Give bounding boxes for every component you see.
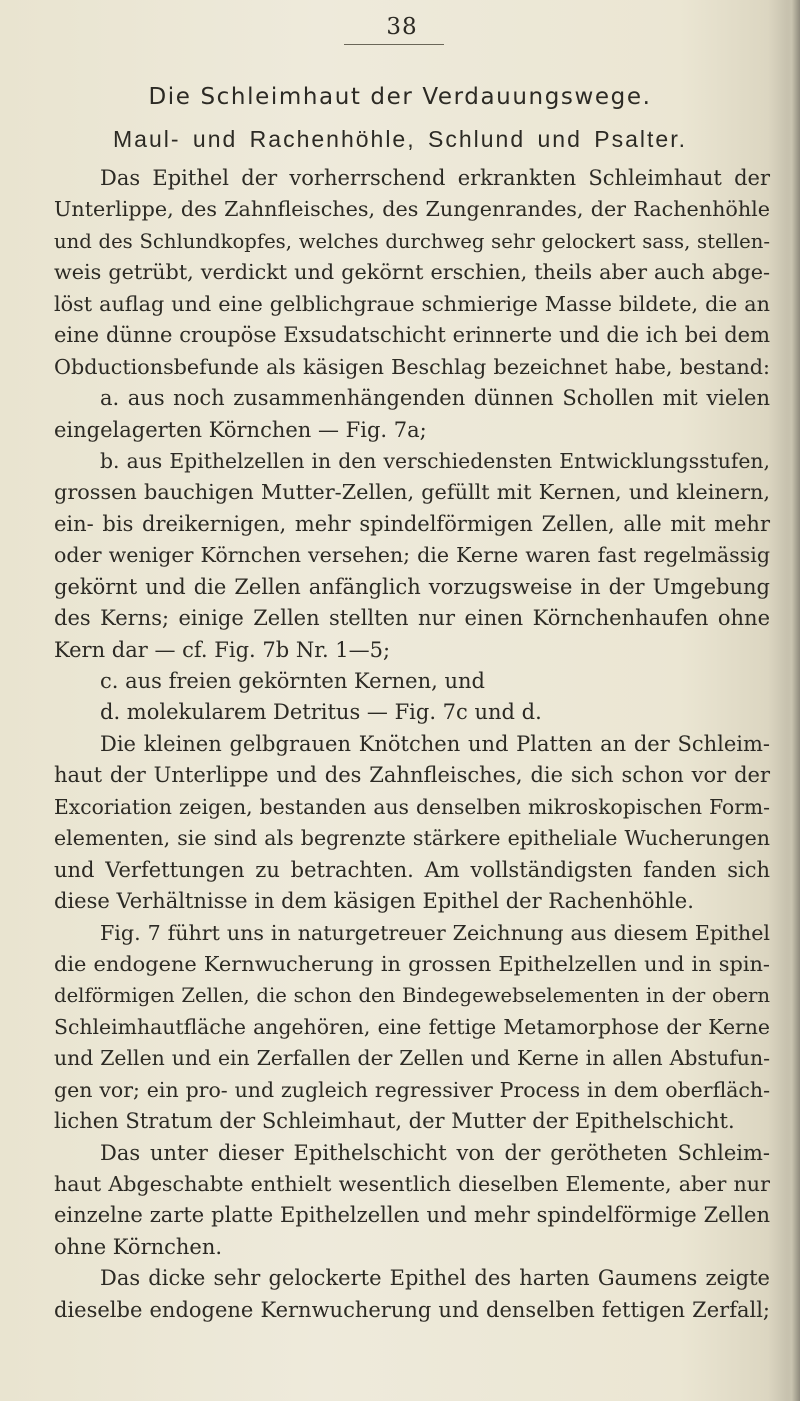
page-number-rule bbox=[344, 44, 444, 45]
section-title: Die Schleimhaut der Verdauungswege. bbox=[148, 84, 652, 110]
text-line: Obductionsbefunde als käsigen Beschlag bezeichnet habe, bestand: bbox=[54, 354, 770, 379]
text-line: lichen Stratum der Schleimhaut, der Mutter der Epithelschicht. bbox=[54, 1109, 735, 1134]
text-line: dieselbe endogene Kernwucherung und denselben fettigen Zerfall; bbox=[54, 1297, 770, 1322]
text-line: eine dünne croupöse Exsudatschicht erinnerte und die ich bei dem bbox=[54, 323, 770, 348]
text-line: b. aus Epithelzellen in den verschiedensten Entwicklungsstufen, bbox=[100, 448, 770, 473]
text-line: des Kerns; einige Zellen stellten nur einen Körnchenhaufen ohne bbox=[54, 606, 770, 631]
page-edge-shadow bbox=[786, 0, 800, 1401]
text-line: gen vor; ein pro- und zugleich regressiver Process in dem oberfläch- bbox=[54, 1077, 770, 1102]
body-text bbox=[54, 163, 770, 1326]
text-line: Excoriation zeigen, bestanden aus denselben mikroskopischen Form- bbox=[54, 794, 770, 819]
text-line: delförmigen Zellen, die schon den Bindegewebselementen in der obern bbox=[54, 984, 770, 1008]
text-line: c. aus freien gekörnten Kernen, und bbox=[100, 669, 485, 693]
text-line: die endogene Kernwucherung in grossen Epithelzellen und in spin- bbox=[54, 951, 770, 976]
text-line: eingelagerten Körnchen — Fig. 7a; bbox=[54, 417, 427, 442]
text-line: Schleimhautfläche angehören, eine fettige Metamorphose der Kerne bbox=[54, 1014, 770, 1039]
text-line: und des Schlundkopfes, welches durchweg sehr gelockert sass, stellen- bbox=[54, 229, 770, 253]
text-line: oder weniger Körnchen versehen; die Kerne waren fast regelmässig bbox=[54, 543, 770, 568]
text-line: Das Epithel der vorherrschend erkrankten Schleimhaut der bbox=[100, 166, 770, 190]
text-line: ohne Körnchen. bbox=[54, 1234, 223, 1259]
section-subtitle: Maul- und Rachenhöhle, Schlund und Psalter. bbox=[113, 126, 687, 152]
text-line: und Verfettungen zu betrachten. Am vollständigsten fanden sich bbox=[54, 857, 770, 882]
text-line: haut Abgeschabte enthielt wesentlich dieselben Elemente, aber nur bbox=[54, 1172, 770, 1196]
text-line: und Zellen und ein Zerfallen der Zellen und Kerne in allen Abstufun- bbox=[54, 1046, 770, 1071]
text-line: Das unter dieser Epithelschicht von der gerötheten Schleim- bbox=[100, 1140, 770, 1165]
text-line: Das dicke sehr gelockerte Epithel des harten Gaumens zeigte bbox=[100, 1266, 770, 1291]
text-line: haut der Unterlippe und des Zahnfleisches, die sich schon vor der bbox=[54, 763, 770, 788]
text-line: diese Verhältnisse in dem käsigen Epithel der Rachenhöhle. bbox=[54, 889, 694, 914]
text-line: Fig. 7 führt uns in naturgetreuer Zeichnung aus diesem Epithel bbox=[100, 920, 770, 945]
text-line: elementen, sie sind als begrenzte stärkere epitheliale Wucherungen bbox=[54, 826, 770, 851]
text-line: Unterlippe, des Zahnfleisches, des Zungenrandes, der Rachenhöhle bbox=[54, 197, 770, 222]
page-number: 38 bbox=[386, 14, 418, 40]
text-line: Die kleinen gelbgrauen Knötchen und Platten an der Schleim- bbox=[100, 731, 770, 756]
text-line: gekörnt und die Zellen anfänglich vorzugsweise in der Umgebung bbox=[54, 574, 770, 599]
text-line: a. aus noch zusammenhängenden dünnen Schollen mit vielen bbox=[100, 386, 770, 411]
text-line: einzelne zarte platte Epithelzellen und mehr spindelförmige Zellen bbox=[54, 1203, 770, 1228]
text-line: d. molekularem Detritus — Fig. 7c und d. bbox=[100, 700, 542, 725]
text-line: weis getrübt, verdickt und gekörnt erschien, theils aber auch abge- bbox=[54, 260, 770, 285]
text-line: löst auflag und eine gelblichgraue schmierige Masse bildete, die an bbox=[54, 291, 770, 316]
text-line: ein- bis dreikernigen, mehr spindelförmigen Zellen, alle mit mehr bbox=[54, 511, 770, 536]
text-line: Kern dar — cf. Fig. 7b Nr. 1—5; bbox=[54, 637, 391, 662]
text-line: grossen bauchigen Mutter-Zellen, gefüllt mit Kernen, und kleinern, bbox=[54, 480, 770, 505]
